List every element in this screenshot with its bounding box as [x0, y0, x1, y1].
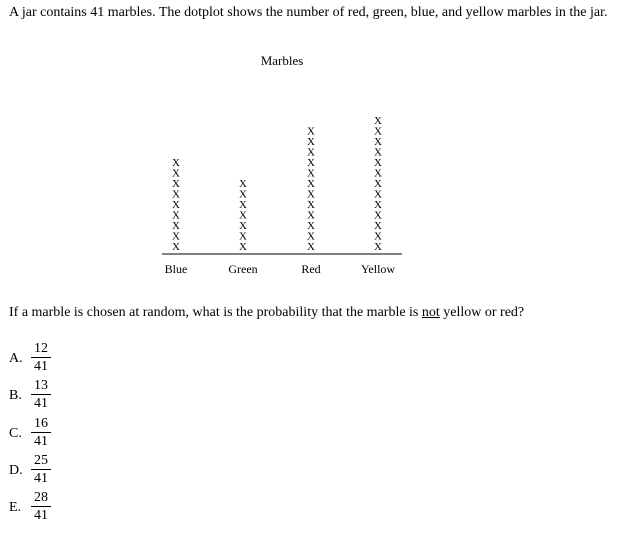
dot-marker-red: X: [307, 230, 315, 243]
dot-marker-yellow: X: [374, 146, 382, 159]
dot-marker-yellow: X: [374, 220, 382, 232]
fraction-denominator: 41: [34, 359, 48, 374]
dot-marker-red: X: [307, 241, 315, 253]
dot-marker-red: X: [307, 220, 315, 232]
fraction-denominator: 41: [34, 508, 48, 523]
dot-marker-yellow: X: [374, 241, 382, 253]
dot-marker-red: X: [307, 157, 315, 169]
problem-intro: A jar contains 41 marbles. The dotplot shows the number of red, green, blue, and yellow marbles in the jar.: [9, 5, 608, 20]
dot-marker-blue: X: [172, 199, 180, 211]
dot-marker-yellow: X: [374, 199, 382, 211]
dot-marker-red: X: [307, 178, 315, 190]
fraction-numerator: 13: [34, 378, 48, 393]
dot-marker-yellow: X: [374, 188, 382, 201]
dot-marker-blue: X: [172, 188, 180, 201]
dot-marker-yellow: X: [374, 157, 382, 169]
category-label-red: Red: [301, 262, 321, 276]
choice-letter: A.: [9, 351, 23, 366]
dot-marker-green: X: [239, 178, 247, 190]
fraction-numerator: 12: [34, 341, 48, 356]
question-after: yellow or red?: [439, 305, 525, 320]
fraction-denominator: 41: [34, 396, 48, 411]
dot-marker-yellow: X: [374, 115, 382, 127]
fraction-bar: [31, 394, 51, 395]
dot-marker-yellow: X: [374, 209, 382, 222]
dot-marker-blue: X: [172, 157, 180, 169]
choice-fraction: [31, 453, 51, 486]
dot-marker-yellow: X: [374, 167, 382, 180]
dot-marker-yellow: X: [374, 136, 382, 148]
category-label-yellow: Yellow: [360, 262, 396, 276]
dot-marker-blue: X: [172, 209, 180, 222]
category-label-green: Green: [228, 262, 258, 276]
dot-marker-blue: X: [172, 167, 180, 180]
choice-letter: D.: [9, 463, 23, 478]
dot-marker-yellow: X: [374, 178, 382, 190]
dot-marker-blue: X: [172, 220, 180, 232]
fraction-bar: [31, 357, 51, 358]
dot-marker-yellow: X: [374, 230, 382, 243]
category-labels: [165, 262, 396, 276]
dotplot-marks: [172, 115, 382, 253]
chart-title: Marbles: [260, 53, 304, 68]
choice-fraction: [31, 490, 51, 523]
choice-fraction: [31, 341, 51, 374]
dot-marker-green: X: [239, 220, 247, 232]
category-label-blue: Blue: [164, 262, 188, 276]
dot-marker-green: X: [239, 230, 247, 243]
fraction-numerator: 25: [34, 453, 48, 468]
question-before: If a marble is chosen at random, what is the probability that the marble is: [9, 305, 422, 320]
choice-letter: E.: [9, 500, 22, 515]
question-text: [9, 305, 524, 321]
dot-marker-green: X: [239, 241, 247, 253]
fraction-bar: [31, 432, 51, 433]
choice-letter: C.: [9, 426, 22, 441]
fraction-bar: [31, 469, 51, 470]
dot-marker-red: X: [307, 199, 315, 211]
fraction-denominator: 41: [34, 471, 48, 486]
fraction-denominator: 41: [34, 434, 48, 449]
dot-marker-red: X: [307, 209, 315, 222]
dot-marker-red: X: [307, 188, 315, 201]
choice-letter: B.: [9, 388, 22, 403]
fraction-numerator: 28: [34, 490, 48, 505]
dot-marker-red: X: [307, 136, 315, 148]
dot-marker-red: X: [307, 125, 315, 138]
fraction-bar: [31, 506, 51, 507]
dot-marker-blue: X: [172, 178, 180, 190]
dot-marker-yellow: X: [374, 125, 382, 138]
dot-marker-red: X: [307, 167, 315, 180]
dot-marker-red: X: [307, 146, 315, 159]
dot-marker-blue: X: [172, 241, 180, 253]
dot-marker-green: X: [239, 199, 247, 211]
question-emphasis: not: [421, 305, 440, 320]
dot-marker-green: X: [239, 188, 247, 201]
dot-marker-blue: X: [172, 230, 180, 243]
fraction-numerator: 16: [34, 416, 48, 431]
dot-marker-green: X: [239, 209, 247, 222]
choice-fraction: [31, 416, 51, 449]
choice-fraction: [31, 378, 51, 411]
